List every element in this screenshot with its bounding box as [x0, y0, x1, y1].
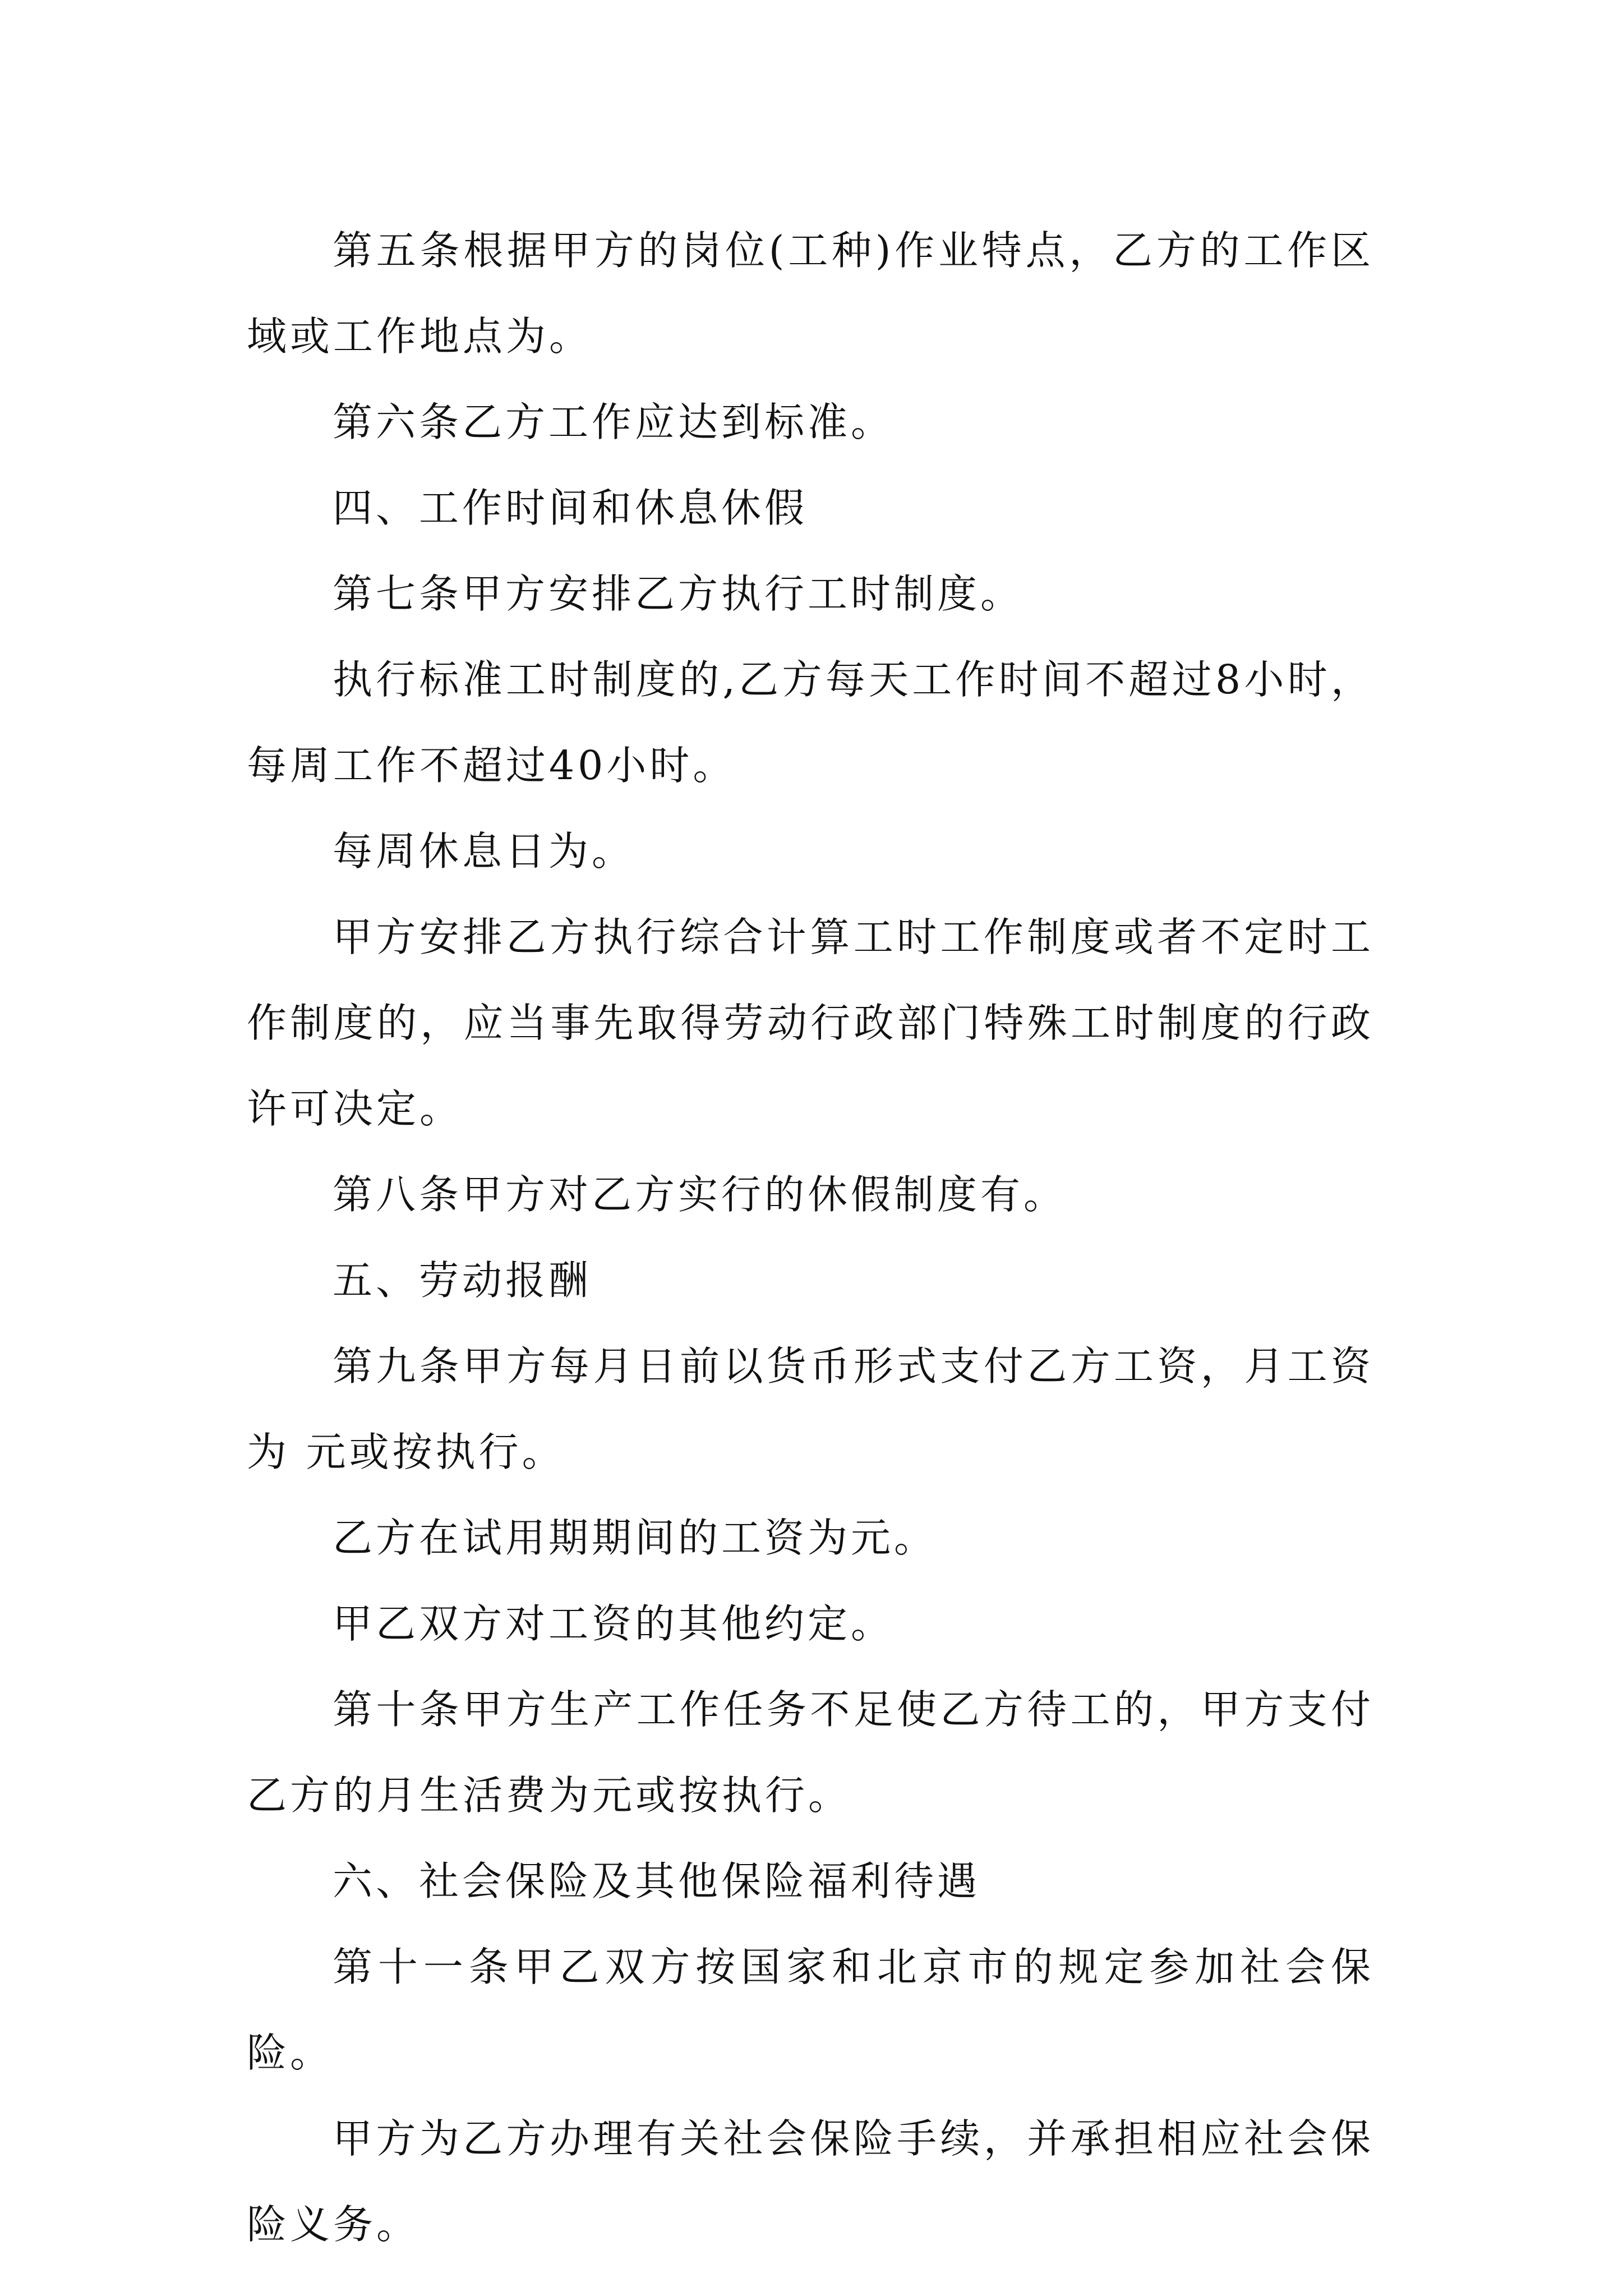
clause-10: 第十条甲方生产工作任务不足使乙方待工的，甲方支付乙方的月生活费为元或按执行。 — [247, 1686, 1374, 1819]
clause-6: 第六条乙方工作应达到标准。 — [333, 399, 895, 445]
insurance-obligation-paragraph: 甲方为乙方办理有关社会保险手续，并承担相应社会保险义务。 — [247, 2115, 1374, 2248]
section-heading-5: 五、劳动报酬 — [333, 1257, 592, 1304]
section-heading-6: 六、社会保险及其他保险福利待遇 — [333, 1858, 981, 1904]
clause-5: 第五条根据甲方的岗位(工种)作业特点，乙方的工作区域或工作地点为。 — [247, 227, 1374, 360]
flexible-hours-paragraph: 甲方安排乙方执行综合计算工时工作制度或者不定时工作制度的，应当事先取得劳动行政部门特殊工时制度的行政许可决定。 — [247, 914, 1374, 1132]
clause-8: 第八条甲方对乙方实行的休假制度有。 — [333, 1171, 1067, 1218]
other-wage-paragraph: 甲乙双方对工资的其他约定。 — [333, 1600, 895, 1647]
clause-7: 第七条甲方安排乙方执行工时制度。 — [333, 570, 1024, 617]
clause-9: 第九条甲方每月日前以货币形式支付乙方工资，月工资为 元或按执行。 — [247, 1343, 1374, 1475]
section-heading-4: 四、工作时间和休息休假 — [333, 485, 808, 531]
weekly-rest-paragraph: 每周休息日为。 — [333, 828, 635, 875]
document-body — [247, 208, 1374, 2267]
clause-11: 第十一条甲乙双方按国家和北京市的规定参加社会保险。 — [247, 1944, 1374, 2076]
standard-hours-paragraph: 执行标准工时制度的,乙方每天工作时间不超过8小时，每周工作不超过40小时。 — [247, 656, 1374, 789]
probation-wage-paragraph: 乙方在试用期期间的工资为元。 — [333, 1515, 938, 1561]
